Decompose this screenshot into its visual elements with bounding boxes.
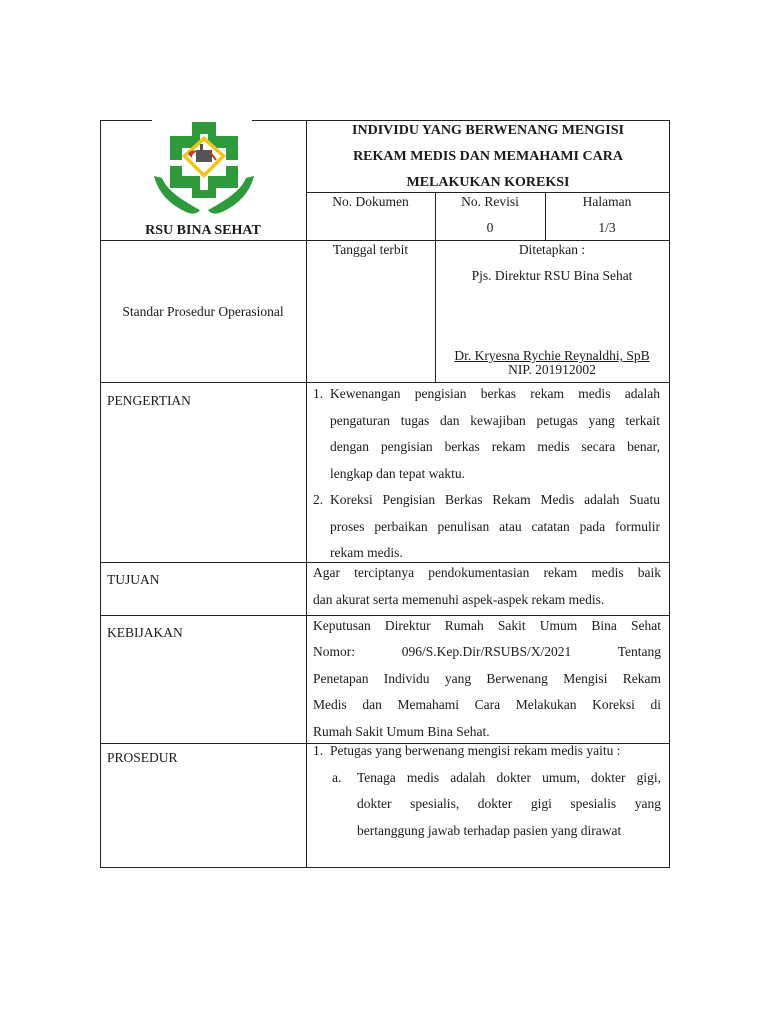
pengertian-item-1-line: lengkap dan tepat waktu. [330, 466, 465, 481]
halaman-value: 1/3 [598, 220, 616, 235]
prosedur-sub-a-letter: a. [332, 770, 342, 785]
pengertian-item-1-line: Kewenangan pengisian berkas rekam medis adalah [330, 386, 660, 401]
tanggal-terbit-label: Tanggal terbit [332, 242, 409, 257]
pengertian-item-1-line: pengaturan tugas dan kewajiban petugas yang terkait [330, 413, 660, 428]
document-title-line-3: MELAKUKAN KOREKSI [406, 175, 570, 190]
pengertian-item-2-number: 2. [313, 492, 324, 507]
pengertian-item-2-line: Koreksi Pengisian Berkas Rekam Medis adalah Suatu [330, 492, 660, 507]
director-nip: NIP. 201912002 [508, 362, 596, 377]
prosedur-sub-a-line: dokter spesialis, dokter gigi spesialis yang [357, 796, 661, 811]
kebijakan-line: Keputusan Direktur Rumah Sakit Umum Bina Sehat [313, 618, 661, 633]
director-title: Pjs. Direktur RSU Bina Sehat [471, 268, 633, 283]
director-name: Dr. Kryesna Rychie Reynaldhi, SpB [454, 348, 650, 363]
prosedur-sub-a-line: Tenaga medis adalah dokter umum, dokter gigi, [357, 770, 661, 785]
no-dokumen-label: No. Dokumen [332, 194, 409, 209]
pengertian-item-2-line: rekam medis. [330, 545, 403, 560]
pengertian-label: PENGERTIAN [107, 393, 191, 408]
spo-label: Standar Prosedur Operasional [122, 304, 284, 319]
no-revisi-value: 0 [486, 220, 494, 235]
tujuan-line: Agar terciptanya pendokumentasian rekam medis baik [313, 565, 661, 580]
hospital-name: RSU BINA SEHAT [145, 223, 261, 238]
kebijakan-line: Nomor: 096/S.Kep.Dir/RSUBS/X/2021 Tentang [313, 644, 661, 659]
no-revisi-label: No. Revisi [461, 194, 519, 209]
tujuan-line: dan akurat serta memenuhi aspek-aspek rekam medis. [313, 592, 605, 607]
ditetapkan-label: Ditetapkan : [518, 242, 586, 257]
halaman-label: Halaman [582, 194, 632, 209]
prosedur-sub-a-line: bertanggung jawab terhadap pasien yang dirawat [357, 823, 622, 838]
prosedur-item-1-number: 1. [313, 743, 324, 758]
document-title-line-1: INDIVIDU YANG BERWENANG MENGISI [352, 123, 624, 138]
document-title-line-2: REKAM MEDIS DAN MEMAHAMI CARA [353, 149, 623, 164]
rule [306, 120, 307, 868]
kebijakan-line: Rumah Sakit Umum Bina Sehat. [313, 724, 490, 739]
kebijakan-line: Penetapan Individu yang Berwenang Mengisi Rekam [313, 671, 661, 686]
rule [669, 120, 670, 868]
prosedur-label: PROSEDUR [107, 750, 178, 765]
rule [100, 867, 670, 868]
pengertian-item-2-line: proses perbaikan penulisan atau catatan pada formulir [330, 519, 660, 534]
kebijakan-line: Medis dan Memahami Cara Melakukan Koreksi di [313, 697, 661, 712]
kebijakan-label: KEBIJAKAN [107, 625, 183, 640]
pengertian-item-1-line: dengan pengisian berkas rekam medis secara benar, [330, 439, 660, 454]
hospital-logo-icon [152, 118, 256, 218]
tujuan-label: TUJUAN [107, 572, 160, 587]
prosedur-item-1-text: Petugas yang berwenang mengisi rekam medis yaitu : [330, 743, 621, 758]
pengertian-item-1-number: 1. [313, 386, 324, 401]
sop-document [100, 120, 670, 868]
